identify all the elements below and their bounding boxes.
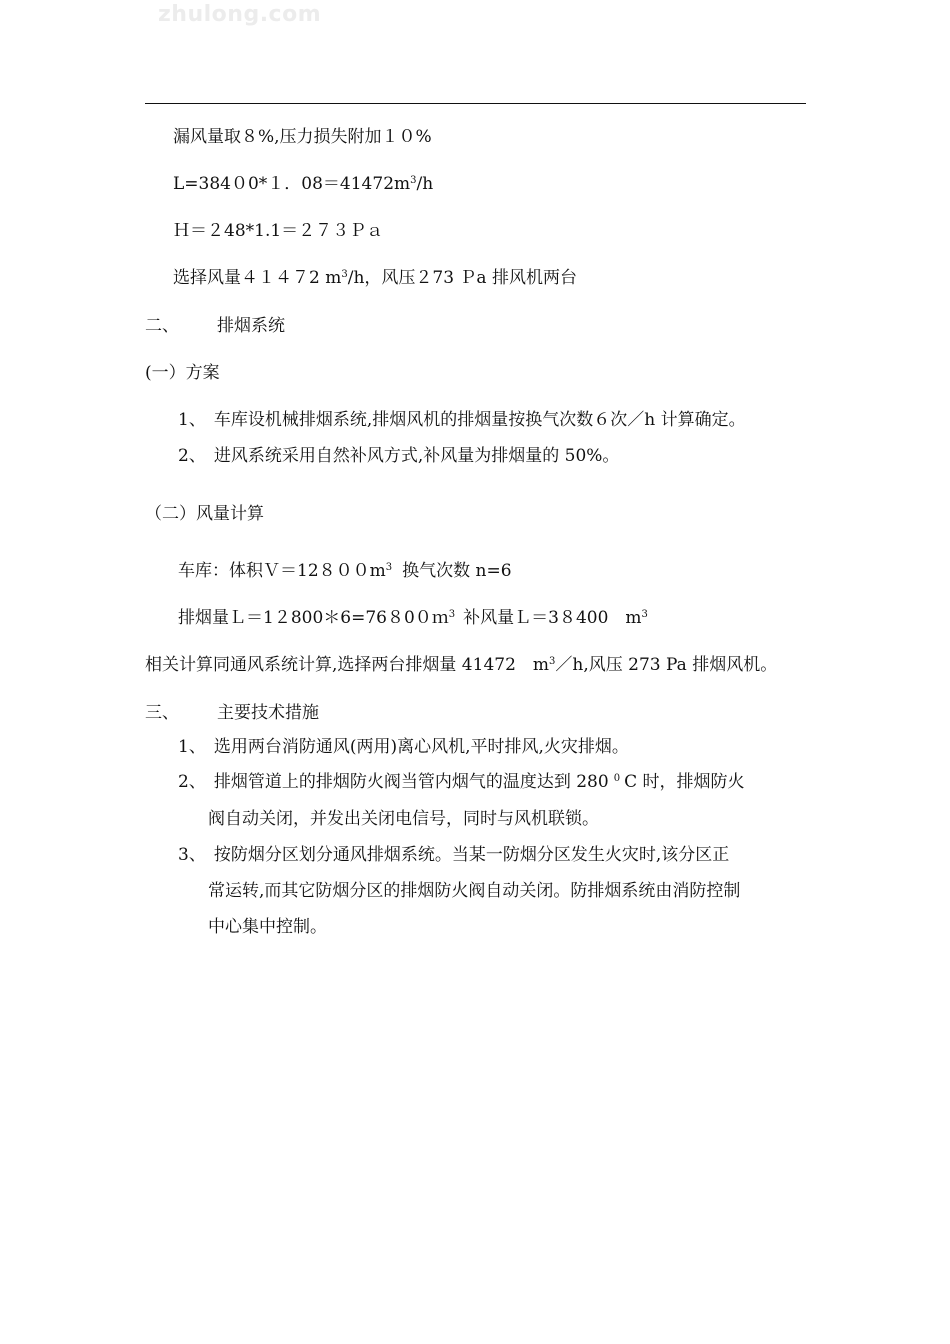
measure-item-2-text-a: 排烟管道上的排烟防火阀当管内烟气的温度达到 280 xyxy=(213,772,609,792)
smoke-volume-sup: 3 xyxy=(448,609,456,620)
section3-number: 三、 xyxy=(145,703,179,723)
measure-item-3-cont-1: 常运转,而其它防烟分区的排烟防火阀自动关闭。防排烟系统由消防控制 xyxy=(208,881,741,901)
selection-tail: /h，风压２73 Ｐa 排风机两台 xyxy=(347,268,577,288)
l-formula-sup: 3 xyxy=(410,175,417,186)
watermark-logo: zhulong.com xyxy=(158,2,322,27)
scheme-item-2-text: 进风系统采用自然补风方式,补风量为排烟量的 50%。 xyxy=(213,446,620,466)
section3-title: 主要技术措施 xyxy=(217,703,319,723)
l-formula-text: L=384０0*１．08＝41472m xyxy=(173,174,411,194)
measure-item-2-cont: 阀自动关闭，并发出关闭电信号，同时与风机联锁。 xyxy=(208,809,599,829)
measure-item-2-sup: 0 xyxy=(613,773,621,784)
conclusion-sup: 3 xyxy=(549,656,556,667)
garage-volume-line xyxy=(178,560,512,582)
selection-sup: 3 xyxy=(341,269,348,280)
garage-volume-text: 车库：体积Ｖ＝12８００m xyxy=(178,561,386,581)
scheme-item-1-num: 1、 xyxy=(178,410,206,430)
measure-item-3-cont-2: 中心集中控制。 xyxy=(208,917,327,937)
makeup-air-sup: 3 xyxy=(641,609,648,620)
garage-volume-tail: 换气次数 n=6 xyxy=(402,561,512,581)
airflow-heading: （二）风量计算 xyxy=(145,504,264,524)
scheme-heading: (一）方案 xyxy=(145,363,220,383)
l-formula-line xyxy=(173,173,433,195)
selection-text: 选择风量４１４７2 m xyxy=(173,268,342,288)
conclusion-tail: ／h,风压 273 Pa 排烟风机。 xyxy=(555,655,778,675)
scheme-item-1 xyxy=(178,409,746,431)
h-formula-line: Ｈ＝２48*1.1＝２７３Ｐａ xyxy=(173,221,384,241)
section2-number: 二、 xyxy=(145,316,179,336)
measure-item-2 xyxy=(178,771,744,793)
measure-item-3-text-a: 按防烟分区划分通风排烟系统。当某一防烟分区发生火灾时,该分区正 xyxy=(213,845,730,865)
header-rule xyxy=(145,103,806,104)
measure-item-3-num: 3、 xyxy=(178,845,206,865)
section3-heading xyxy=(145,702,319,724)
section2-title: 排烟系统 xyxy=(217,316,285,336)
smoke-volume-line xyxy=(178,607,648,629)
l-formula-tail: /h xyxy=(416,174,434,194)
leak-rate-line: 漏风量取８%,压力损失附加１０% xyxy=(173,127,432,147)
measure-item-1-text: 选用两台消防通风(两用)离心风机,平时排风,火灾排烟。 xyxy=(213,737,629,757)
scheme-item-1-text: 车库设机械排烟系统,排烟风机的排烟量按换气次数６次／h 计算确定。 xyxy=(213,410,746,430)
conclusion-text: 相关计算同通风系统计算,选择两台排烟量 41472 m xyxy=(145,655,550,675)
measure-item-2-num: 2、 xyxy=(178,772,206,792)
conclusion-line xyxy=(145,654,777,676)
garage-volume-sup: 3 xyxy=(385,562,393,573)
measure-item-3 xyxy=(178,844,729,866)
scheme-item-2-num: 2、 xyxy=(178,446,206,466)
makeup-air-text: 补风量Ｌ＝3８400 m xyxy=(463,608,642,628)
section2-heading xyxy=(145,315,285,337)
measure-item-2-text-b: C 时，排烟防火 xyxy=(624,772,745,792)
scheme-item-2 xyxy=(178,445,619,467)
measure-item-1-num: 1、 xyxy=(178,737,206,757)
selection-line xyxy=(173,267,577,289)
smoke-volume-text: 排烟量Ｌ＝1２800＊6=76８0０ｍ xyxy=(178,608,449,628)
measure-item-1 xyxy=(178,736,629,758)
